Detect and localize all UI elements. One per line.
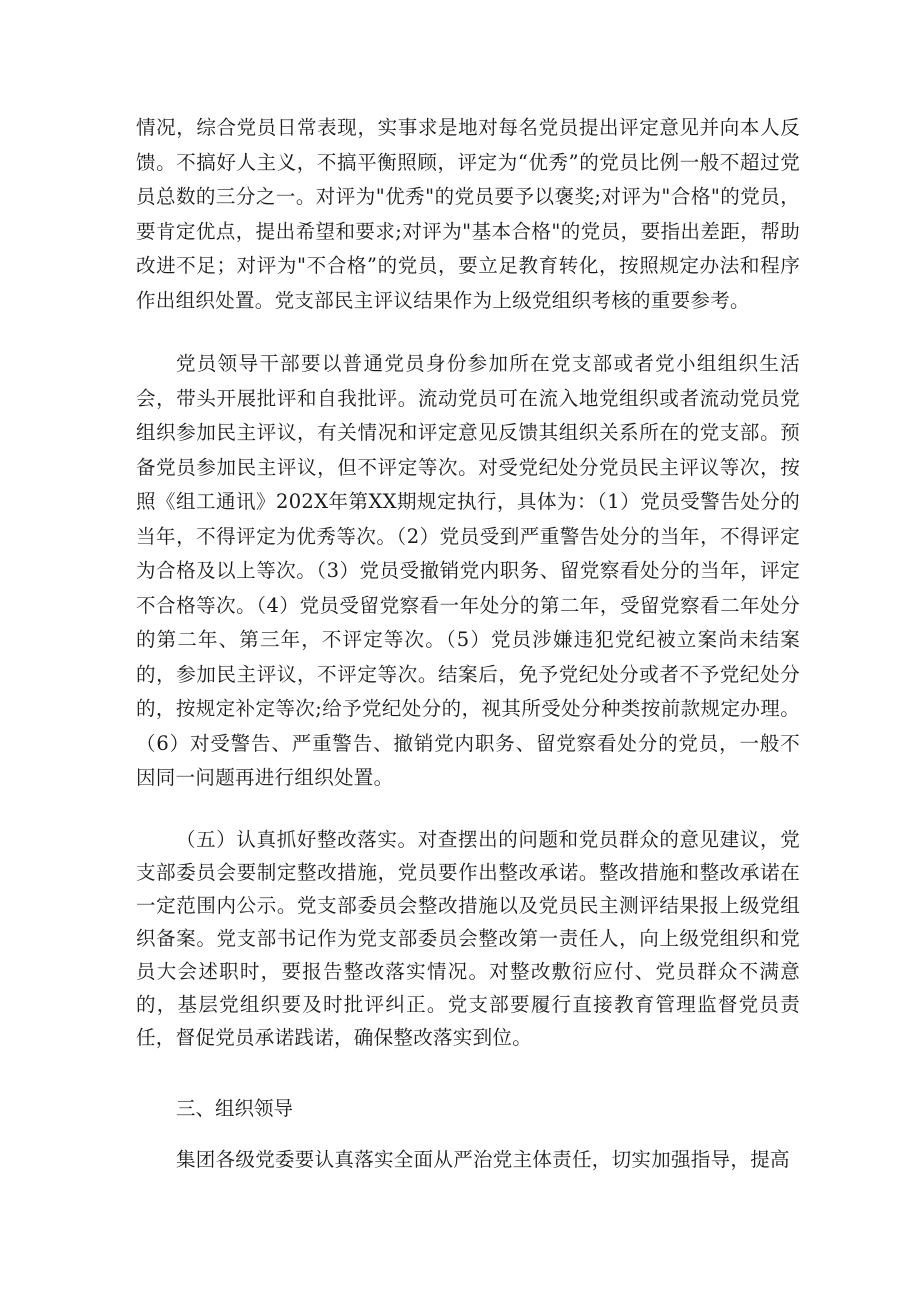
paragraph-rectification: （五）认真抓好整改落实。对查摆出的问题和党员群众的意见建议，党支部委员会要制定整改措施，党员要作出整改承诺。整改措施和整改承诺在一定范围内公示。党支部委员会整改措施以及党员民主测评结果报上级党组织备案。党支部书记作为党支部委员会整改第一责任人，向上级党组织和党员大会述职时，要报告整改落实情况。对整改敷衍应付、党员群众不满意的，基层党组织要及时批评纠正。党支部要履行直接教育管理监督党员责任，督促党员承诺践诺，确保整改落实到位。 <box>136 828 800 1049</box>
paragraph-group-committees: 集团各级党委要认真落实全面从严治党主体责任，切实加强指导，提高 <box>176 1148 790 1171</box>
paragraph-leaders-participation: 党员领导干部要以普通党员身份参加所在党支部或者党小组组织生活会，带头开展批评和自我批评。流动党员可在流入地党组织或者流动党员党组织参加民主评议，有关情况和评定意见反馈其组织关系所在的党支部。预备党员参加民主评议，但不评定等次。对受党纪处分党员民主评议等次，按照《组工通讯》202X年第XX期规定执行，具体为：（1）党员受警告处分的当年，不得评定为优秀等次。（2）党员受到严重警告处分的当年，不得评定为合格及以上等次。（3）党员受撤销党内职务、留党察看处分的当年，评定不合格等次。（4）党员受留党察看一年处分的第二年，受留党察看二年处分的第二年、第三年，不评定等次。（5）党员涉嫌违犯党纪被立案尚未结案的，参加民主评议，不评定等次。结案后，免予党纪处分或者不予党纪处分的，按规定补定等次;给予党纪处分的，视其所受处分种类按前款规定办理。（6）对受警告、严重警告、撤销党内职务、留党察看处分的党员，一般不因同一问题再进行组织处置。 <box>136 352 800 789</box>
section-heading-organization: 三、组织领导 <box>176 1097 294 1120</box>
paragraph-evaluation-result: 情况，综合党员日常表现，实事求是地对每名党员提出评定意见并向本人反馈。不搞好人主义，不搞平衡照顾，评定为“优秀”的党员比例一般不超过党员总数的三分之一。对评为"优秀"的党员要予以褒奖;对评为"合格"的党员，要肯定优点，提出希望和要求;对评为"基本合格"的党员，要指出差距，帮助改进不足；对评为"不合格”的党员，要立足教育转化，按照规定办法和程序作出组织处置。党支部民主评议结果作为上级党组织考核的重要参考。 <box>136 116 800 312</box>
